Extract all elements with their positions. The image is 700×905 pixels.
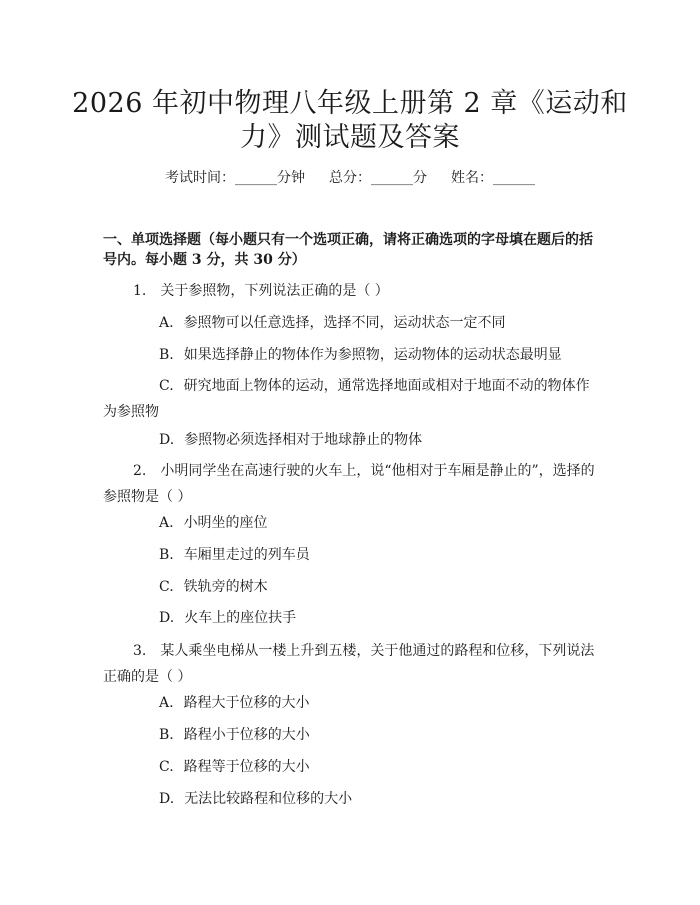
option-text: 铁轨旁的树木 [183, 579, 268, 595]
page-title-line2: 力》测试题及答案 [240, 122, 460, 153]
question-3 [103, 638, 603, 690]
option-text: 小明坐的座位 [183, 515, 268, 531]
option-letter: D. [159, 791, 175, 807]
option-letter: D. [159, 432, 175, 448]
option-text: 研究地面上物体的运动，通常选择地面或相对于地面不动的物体作为参照物 [103, 378, 590, 420]
option-text: 路程等于位移的大小 [183, 759, 310, 775]
question-2-option-a [103, 510, 603, 536]
question-1-option-d [103, 427, 603, 453]
question-number: 2. [133, 463, 147, 479]
question-2-option-d [103, 605, 603, 631]
section-heading [103, 230, 603, 270]
option-letter: A. [159, 315, 174, 331]
name-field: 姓名：______ [451, 170, 535, 186]
question-text: 小明同学坐在高速行驶的火车上，说“他相对于车厢是静止的”，选择的参照物是（ ） [103, 463, 595, 505]
option-text: 路程大于位移的大小 [183, 695, 310, 711]
section-heading-line2: 号内。每小题 3 分，共 30 分） [103, 252, 306, 268]
question-text: 关于参照物，下列说法正确的是（ ） [160, 283, 389, 299]
option-letter: C. [159, 378, 174, 394]
question-number: 3. [133, 643, 147, 659]
option-letter: A. [159, 695, 174, 711]
question-3-option-c [103, 754, 603, 780]
option-text: 无法比较路程和位移的大小 [184, 791, 353, 807]
page-title-line1: 2026 年初中物理八年级上册第 2 章《运动和 [72, 88, 628, 119]
option-text: 车厢里走过的列车员 [183, 547, 310, 563]
question-3-option-d [103, 786, 603, 812]
option-letter: B. [159, 347, 174, 363]
exam-time-field: 考试时间：______分钟 [165, 170, 305, 186]
option-text: 火车上的座位扶手 [184, 610, 297, 626]
option-letter: C. [159, 759, 174, 775]
section-heading-line1: 一、单项选择题（每小题只有一个选项正确，请将正确选项的字母填在题后的括 [103, 232, 593, 248]
question-2-option-c [103, 574, 603, 600]
total-score-field: 总分：______分 [329, 170, 427, 186]
question-3-option-a [103, 690, 603, 716]
option-text: 参照物必须选择相对于地球静止的物体 [184, 432, 423, 448]
question-1-option-a [103, 310, 603, 336]
option-letter: A. [159, 515, 174, 531]
question-2-option-b [103, 542, 603, 568]
question-1-option-b [103, 342, 603, 368]
option-letter: D. [159, 610, 175, 626]
option-text: 路程小于位移的大小 [183, 727, 310, 743]
question-2 [103, 458, 603, 510]
option-letter: C. [159, 579, 174, 595]
question-1-option-c [103, 373, 603, 425]
question-text: 某人乘坐电梯从一楼上升到五楼，关于他通过的路程和位移，下列说法正确的是（ ） [103, 643, 595, 685]
option-text: 参照物可以任意选择，选择不同，运动状态一定不同 [183, 315, 506, 331]
exam-meta [0, 168, 700, 188]
option-letter: B. [159, 547, 174, 563]
question-1 [103, 278, 603, 304]
option-letter: B. [159, 727, 174, 743]
option-text: 如果选择静止的物体作为参照物，运动物体的运动状态最明显 [183, 347, 562, 363]
question-3-option-b [103, 722, 603, 748]
question-number: 1. [133, 283, 147, 299]
